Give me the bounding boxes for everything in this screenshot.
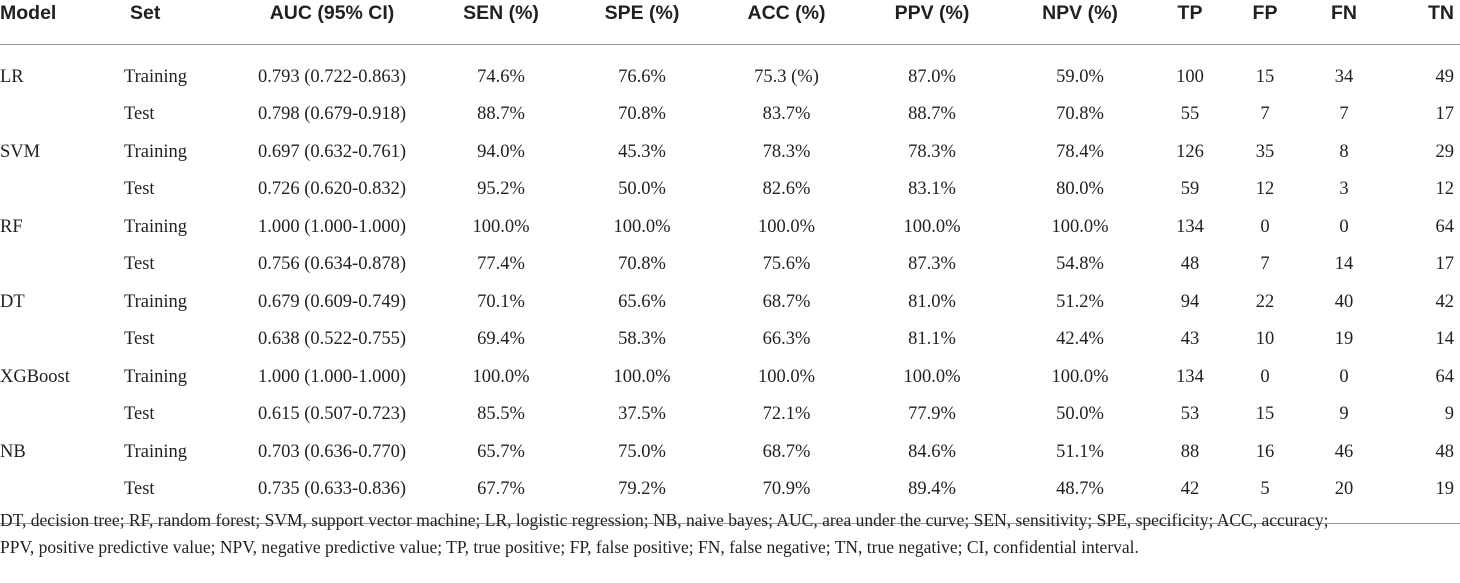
header-tn: TN <box>1383 0 1460 44</box>
cell-auc: 1.000 (1.000-1.000) <box>258 216 406 237</box>
table-body <box>0 44 1460 523</box>
header-set: Set <box>112 0 232 44</box>
cell-tn: 29 <box>1435 141 1454 162</box>
cell-fp: 10 <box>1255 329 1275 350</box>
cell-sen: 74.6% <box>477 66 525 87</box>
cell-model <box>0 96 112 134</box>
cell-auc: 0.703 (0.636-0.770) <box>258 441 406 462</box>
cell-npv: 59.0% <box>1056 66 1104 87</box>
cell-acc: 82.6% <box>762 179 811 200</box>
table-row <box>0 246 1460 284</box>
cell-ppv: 78.3% <box>908 141 956 162</box>
cell-tp: 134 <box>1176 366 1204 387</box>
cell-fn: 8 <box>1339 141 1349 162</box>
cell-set: Test <box>124 254 155 275</box>
table-row <box>0 96 1460 134</box>
cell-fp: 7 <box>1260 104 1270 125</box>
cell-model <box>0 246 112 284</box>
cell-set: Training <box>124 291 188 312</box>
cell-ppv: 83.1% <box>908 179 956 200</box>
cell-acc: 72.1% <box>762 404 811 425</box>
cell-fp: 0 <box>1260 366 1270 387</box>
header-row <box>0 0 1460 44</box>
cell-ppv: 100.0% <box>903 366 961 387</box>
cell-acc: 78.3% <box>762 141 811 162</box>
cell-tp: 48 <box>1180 254 1200 275</box>
cell-fn: 0 <box>1339 366 1349 387</box>
cell-model: RF <box>0 216 23 237</box>
cell-tn: 17 <box>1435 104 1454 125</box>
cell-sen: 77.4% <box>477 254 525 275</box>
cell-npv: 100.0% <box>1051 216 1109 237</box>
cell-set: Training <box>124 66 188 87</box>
cell-fn: 40 <box>1334 291 1354 312</box>
cell-tn: 48 <box>1435 441 1454 462</box>
cell-acc: 83.7% <box>762 104 811 125</box>
cell-spe: 100.0% <box>613 216 671 237</box>
cell-fp: 0 <box>1260 216 1270 237</box>
footnote-line-1: DT, decision tree; RF, random forest; SVM, support vector machine; LR, logistic regression; NB, naive bayes; AUC, area under the curve; SEN, sensitivity; SPE, specificity; ACC, accuracy; <box>0 510 1329 530</box>
cell-model: LR <box>0 66 24 87</box>
cell-sen: 88.7% <box>477 104 525 125</box>
cell-set: Test <box>124 329 155 350</box>
cell-tn: 64 <box>1435 366 1454 387</box>
cell-npv: 51.1% <box>1056 441 1104 462</box>
cell-auc: 0.697 (0.632-0.761) <box>258 141 406 162</box>
cell-spe: 75.0% <box>618 441 666 462</box>
cell-npv: 51.2% <box>1056 291 1104 312</box>
cell-set: Test <box>124 104 155 125</box>
cell-set: Test <box>124 479 155 500</box>
cell-spe: 37.5% <box>618 404 666 425</box>
cell-sen: 94.0% <box>477 141 525 162</box>
cell-npv: 54.8% <box>1056 254 1104 275</box>
table-row <box>0 284 1460 322</box>
cell-fn: 20 <box>1334 479 1354 500</box>
table-row <box>0 471 1460 509</box>
cell-auc: 0.798 (0.679-0.918) <box>258 104 406 125</box>
cell-auc: 0.679 (0.609-0.749) <box>258 291 406 312</box>
cell-sen: 85.5% <box>477 404 525 425</box>
cell-tn: 17 <box>1435 254 1454 275</box>
cell-fp: 22 <box>1255 291 1275 312</box>
cell-tn: 42 <box>1435 291 1454 312</box>
cell-spe: 70.8% <box>618 104 666 125</box>
cell-acc: 68.7% <box>762 291 811 312</box>
cell-ppv: 100.0% <box>903 216 961 237</box>
cell-tp: 42 <box>1180 479 1200 500</box>
table-row <box>0 134 1460 172</box>
cell-npv: 78.4% <box>1056 141 1104 162</box>
header-npv: NPV (%) <box>1005 0 1155 44</box>
cell-ppv: 87.0% <box>908 66 956 87</box>
cell-fp: 15 <box>1255 66 1275 87</box>
cell-npv: 70.8% <box>1056 104 1104 125</box>
cell-sen: 100.0% <box>472 216 530 237</box>
cell-model <box>0 396 112 434</box>
table-row <box>0 59 1460 97</box>
header-spe: SPE (%) <box>570 0 714 44</box>
cell-fp: 16 <box>1255 441 1275 462</box>
cell-sen: 69.4% <box>477 329 525 350</box>
cell-set: Training <box>124 216 188 237</box>
cell-ppv: 87.3% <box>908 254 956 275</box>
cell-sen: 95.2% <box>477 179 525 200</box>
cell-model <box>0 171 112 209</box>
cell-fn: 46 <box>1334 441 1354 462</box>
cell-fn: 9 <box>1339 404 1349 425</box>
cell-ppv: 89.4% <box>908 479 956 500</box>
header-model: Model <box>0 0 112 44</box>
cell-set: Training <box>124 441 188 462</box>
header-tp: TP <box>1155 0 1225 44</box>
cell-tp: 59 <box>1180 179 1200 200</box>
cell-tp: 43 <box>1180 329 1200 350</box>
header-auc: AUC (95% CI) <box>232 0 432 44</box>
cell-fp: 7 <box>1260 254 1270 275</box>
cell-auc: 0.793 (0.722-0.863) <box>258 66 406 87</box>
cell-acc: 100.0% <box>757 216 816 237</box>
cell-tp: 53 <box>1180 404 1200 425</box>
cell-fn: 19 <box>1334 329 1354 350</box>
cell-sen: 70.1% <box>477 291 525 312</box>
cell-acc: 66.3% <box>762 329 811 350</box>
cell-spe: 70.8% <box>618 254 666 275</box>
cell-tp: 88 <box>1180 441 1200 462</box>
cell-sen: 67.7% <box>477 479 525 500</box>
cell-ppv: 88.7% <box>908 104 956 125</box>
cell-spe: 65.6% <box>618 291 666 312</box>
cell-spe: 58.3% <box>618 329 666 350</box>
cell-set: Test <box>124 179 155 200</box>
cell-acc: 70.9% <box>762 479 811 500</box>
cell-fn: 0 <box>1339 216 1349 237</box>
cell-fn: 7 <box>1339 104 1349 125</box>
cell-acc: 68.7% <box>762 441 811 462</box>
cell-sen: 65.7% <box>477 441 525 462</box>
cell-model: NB <box>0 441 26 462</box>
header-fn: FN <box>1305 0 1383 44</box>
table-row <box>0 209 1460 247</box>
cell-acc: 100.0% <box>757 366 816 387</box>
table-row <box>0 434 1460 472</box>
table-top-spacer <box>0 44 1460 59</box>
cell-npv: 48.7% <box>1056 479 1104 500</box>
cell-model <box>0 321 112 359</box>
cell-npv: 80.0% <box>1056 179 1104 200</box>
cell-ppv: 77.9% <box>908 404 956 425</box>
cell-tp: 100 <box>1176 66 1204 87</box>
cell-fp: 12 <box>1255 179 1275 200</box>
cell-fp: 35 <box>1255 141 1275 162</box>
cell-model: SVM <box>0 141 41 162</box>
cell-auc: 0.726 (0.620-0.832) <box>258 179 406 200</box>
cell-model <box>0 471 112 509</box>
cell-sen: 100.0% <box>472 366 530 387</box>
cell-fn: 34 <box>1334 66 1354 87</box>
table-header <box>0 0 1460 44</box>
cell-auc: 1.000 (1.000-1.000) <box>258 366 406 387</box>
footnote-line-2: PPV, positive predictive value; NPV, negative predictive value; TP, true positive; FP, false positive; FN, false negative; TN, true negative; CI, confidential interval. <box>0 537 1139 557</box>
cell-npv: 50.0% <box>1056 404 1104 425</box>
cell-acc: 75.3 (%) <box>754 66 819 87</box>
cell-tn: 49 <box>1435 66 1454 87</box>
cell-npv: 100.0% <box>1051 366 1109 387</box>
cell-ppv: 81.0% <box>908 291 956 312</box>
table-row <box>0 396 1460 434</box>
table-footnote <box>0 507 1460 561</box>
cell-acc: 75.6% <box>762 254 811 275</box>
header-fp: FP <box>1225 0 1305 44</box>
header-sen: SEN (%) <box>432 0 570 44</box>
cell-tn: 9 <box>1444 404 1454 425</box>
table-row <box>0 171 1460 209</box>
cell-ppv: 84.6% <box>908 441 956 462</box>
cell-set: Test <box>124 404 155 425</box>
cell-spe: 50.0% <box>618 179 666 200</box>
cell-model: XGBoost <box>0 366 70 387</box>
cell-spe: 76.6% <box>618 66 666 87</box>
cell-set: Training <box>124 141 188 162</box>
cell-spe: 100.0% <box>613 366 671 387</box>
cell-spe: 45.3% <box>618 141 666 162</box>
cell-tn: 19 <box>1435 479 1454 500</box>
cell-tn: 64 <box>1435 216 1454 237</box>
cell-tn: 14 <box>1435 329 1454 350</box>
cell-fn: 3 <box>1339 179 1349 200</box>
cell-auc: 0.756 (0.634-0.878) <box>258 254 406 275</box>
cell-npv: 42.4% <box>1056 329 1104 350</box>
cell-fn: 14 <box>1334 254 1354 275</box>
cell-auc: 0.615 (0.507-0.723) <box>258 404 406 425</box>
header-acc: ACC (%) <box>714 0 859 44</box>
table-row <box>0 359 1460 397</box>
cell-spe: 79.2% <box>618 479 666 500</box>
cell-tn: 12 <box>1435 179 1454 200</box>
table-row <box>0 321 1460 359</box>
cell-ppv: 81.1% <box>908 329 956 350</box>
cell-tp: 126 <box>1176 141 1204 162</box>
cell-auc: 0.638 (0.522-0.755) <box>258 329 406 350</box>
cell-fp: 5 <box>1260 479 1270 500</box>
cell-set: Training <box>124 366 188 387</box>
cell-model: DT <box>0 291 25 312</box>
cell-fp: 15 <box>1255 404 1275 425</box>
cell-tp: 55 <box>1180 104 1200 125</box>
header-ppv: PPV (%) <box>859 0 1005 44</box>
cell-tp: 94 <box>1180 291 1200 312</box>
cell-tp: 134 <box>1176 216 1204 237</box>
cell-auc: 0.735 (0.633-0.836) <box>258 479 406 500</box>
spacer-cell <box>0 44 1460 59</box>
